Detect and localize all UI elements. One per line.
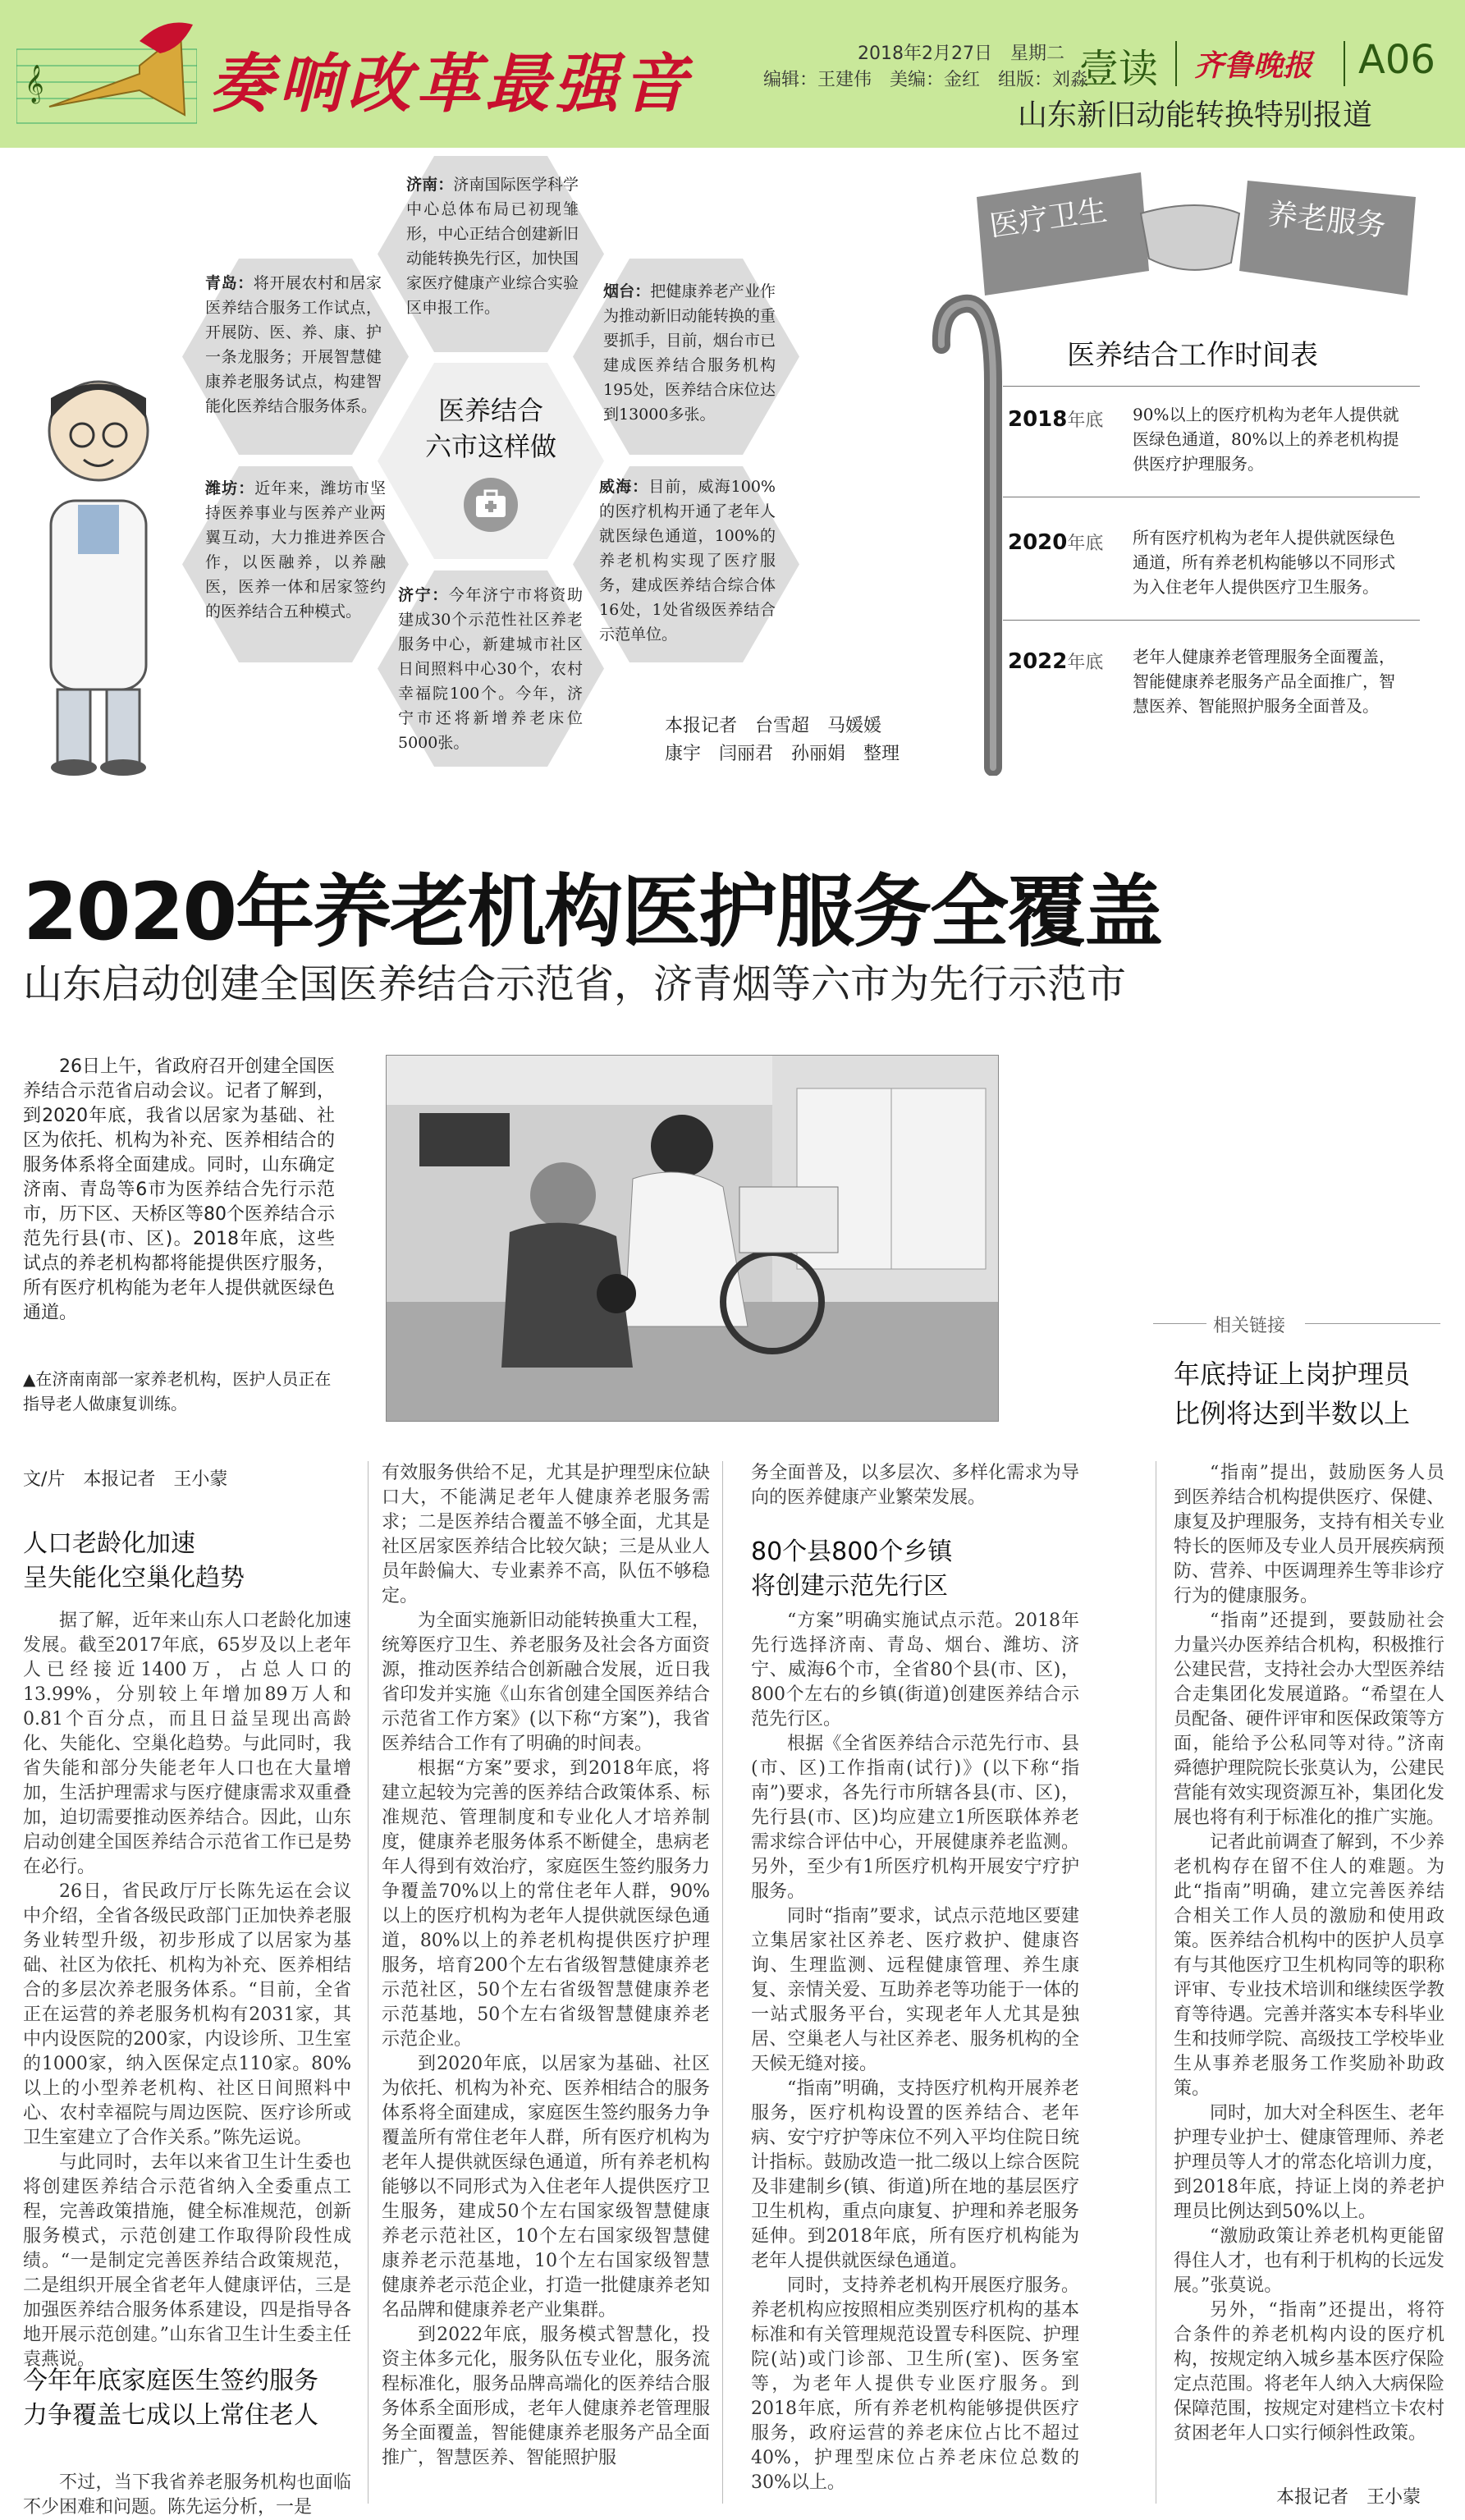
news-photo — [386, 1055, 999, 1422]
issue-date: 2018年2月27日 星期二 — [858, 44, 1064, 64]
timeline-rule — [1003, 620, 1420, 621]
related-link-label: 相关链接 — [1213, 1316, 1286, 1336]
lead-paragraph: 26日上午，省政府召开创建全国医养结合示范省启动会议。记者了解到，到2020年底，我省以居家为基础、社区为依托、机构为补充、医养相结合的服务体系将全面建成。同时，山东确定济南、青岛等6市为医养结合先行示范市，历下区、天桥区等80个医养结合示范先行县(市、区)。2018年底，这些试点的养老机构都将能提供医疗服务，所有医疗机构能为老年人提供就医绿色通道。 — [23, 1056, 335, 1323]
editor-credits: 编辑：王建伟 美编：金红 组版：刘淼 — [763, 70, 1089, 90]
city-label: 济宁： — [398, 586, 449, 604]
timeline-title: 医养结合工作时间表 — [1067, 339, 1318, 372]
special-report-title: 山东新旧动能转换特别报道 — [1018, 99, 1373, 132]
city-label: 潍坊： — [205, 479, 255, 497]
subheadline: 山东启动创建全国医养结合示范省，济青烟等六市为先行示范市 — [23, 961, 1127, 1007]
column-rule — [722, 1461, 723, 2504]
city-jining-text: 济宁：今年济宁市将资助建成30个示范性社区养老服务中心，新建城市社区日间照料中心30个，农村幸福院100个。今年，济宁市还将新增养老床位5000张。 — [398, 586, 583, 752]
section-heading: 今年年底家庭医生签约服务 力争覆盖七成以上常住老人 — [23, 2367, 318, 2430]
related-rule — [1153, 1323, 1206, 1324]
related-rule — [1305, 1323, 1440, 1324]
headline: 2020年养老机构医护服务全覆盖 — [23, 866, 1162, 958]
city-yantai-text: 烟台：把健康养老产业作为推动新旧动能转换的重要抓手，目前，烟台市已建成医养结合服务机构195处，医养结合床位达到13000多张。 — [603, 282, 776, 424]
timeline-text: 90%以上的医疗机构为老年人提供就医绿色通道，80%以上的养老机构提供医疗护理服务。 — [1133, 405, 1399, 474]
related-byline: 本报记者 王小蒙 — [1276, 2487, 1422, 2508]
article-byline: 文/片 本报记者 王小蒙 — [23, 1469, 228, 1490]
article-col1-tail: 不过，当下我省养老服务机构也面临不少困难和问题。陈先运分析，一是 — [23, 2472, 351, 2518]
tag-elderly: 养老服务 — [1266, 197, 1388, 244]
newspaper-name: 齐鲁晚报 — [1194, 48, 1313, 83]
section-heading: 80个县800个乡镇 将创建示范先行区 — [751, 1537, 953, 1601]
city-label: 济南： — [406, 176, 454, 194]
section-title: 奏响改革最强音 — [209, 47, 693, 121]
city-qingdao-text: 青岛：将开展农村和居家医养结合服务工作试点，开展防、医、养、康、护一条龙服务；开展智慧健康养老服务试点，构建智能化医养结合服务体系。 — [205, 274, 382, 415]
article-col2: 有效服务供给不足，尤其是护理型床位缺口大，不能满足老年人健康养老服务需求；二是医养结合覆盖不够全面，尤其是社区居家医养结合比较欠缺；三是从业人员年龄偏大、专业素养不高，队伍不够稳定。 为全面实施新旧动能转换重大工程，统筹医疗卫生、养老服务及社会各方面资源，推动医养结合创新融合发展，近日我省印发并实施《山东省创建全国医养结合示范省工作方案》(以下称“方案”)，我省医养结合工作有了明确的时间表。 根据“方案”要求，到2018年底，将建立起较为完善的医养结合政策体系、标准规范、管理制度和专业化人才培养制度，健康养老服务体系不断健全，患病老年人得到有效治疗，家庭医生签约服务力争覆盖70%以上的常住老年人群，90%以上的医疗机构为老年人提供就医绿色通道，80%以上的养老机构提供医疗护理服务，培育200个左右省级智慧健康养老示范社区，50个左右省级智慧健康养老示范基地，50个左右省级智慧健康养老示范企业。 到2020年底，以居家为基础、社区为依托、机构为补充、医养相结合的服务体系将全面建成，家庭医生签约服务力争覆盖所有常住老年人群，所有医疗机构为老年人提供就医绿色通道，所有养老机构能够以不同形式为入住老年人提供医疗卫生服务，建成50个左右国家级智慧健康养老示范社区，10个左右国家级智慧健康养老示范基地，10个左右国家级智慧健康养老示范企业，打造一批健康养老知名品牌和健康养老产业集群。 到2022年底，服务模式智慧化，投资主体多元化，服务队伍专业化，服务流程标准化，服务品牌高端化的医养结合服务体系全面形成，老年人健康养老管理服务全面覆盖，智能健康养老服务产品全面推广，智慧医养、智能照护服 — [382, 1463, 710, 2468]
section-name: 壹读 — [1079, 46, 1159, 92]
center-title: 医养结合 六市这样做 — [424, 395, 556, 462]
section-heading: 人口老龄化加速 呈失能化空巢化趋势 — [23, 1529, 245, 1592]
photo-caption: ▲在济南南部一家养老机构，医护人员正在指导老人做康复训练。 — [23, 1369, 332, 1413]
timeline-year: 2018年底 — [1008, 407, 1104, 432]
related-title: 年底持证上岗护理员 比例将达到半数以上 — [1174, 1359, 1411, 1429]
related-body: “指南”提出，鼓励医务人员到医养结合机构提供医疗、保健、康复及护理服务，支持有相关专业特长的医师及专业人员开展疾病预防、营养、中医调理养生等非诊疗行为的健康服务。 “指南”还提到，要鼓励社会力量兴办医养结合机构，积极推行公建民营，支持社会办大型医养结合走集团化发展道路。“希望在人员配备、硬件评审和医保政策等方面，能给予公私同等对待。”济南舜德护理院院长张莫认为，公建民营能有效实现资源互补，集团化发展也将有利于标准化的推广实施。 记者此前调查了解到，不少养老机构存在留不住人的难题。为此“指南”明确，建立完善医养结合相关工作人员的激励和使用政策。医养结合机构中的医护人员享有与其他医疗卫生机构同等的职称评审、专业技术培训和继续医学教育等待遇。完善并落实本专科毕业生和技师学院、高级技工学校毕业生从事养老服务工作奖励补助政策。 同时，加大对全科医生、老年护理专业护士、健康管理师、养老护理员等人才的常态化培训力度，到2018年底，持证上岗的养老护理员比例达到50%以上。 “激励政策让养老机构更能留得住人才，也有利于机构的长远发展。”张莫说。 另外，“指南”还提出，将符合条件的养老机构内设的医疗机构，按规定纳入城乡基本医疗保险定点范围。将老年人纳入大病保险保障范围，按规定对建档立卡农村贫困老年人口实行倾斜性政策。 — [1174, 1463, 1445, 2444]
city-weihai-text: 威海：目前，威海100%的医疗机构开通了老年人就医绿色通道，100%的养老机构实现了医疗服务，建成医养结合综合体16处，1处省级医养结合示范单位。 — [599, 478, 776, 644]
timeline-text: 老年人健康养老管理服务全面覆盖，智能健康养老服务产品全面推广，智慧医养、智能照护服务全面普及。 — [1133, 647, 1395, 716]
article-col3: “方案”明确实施试点示范。2018年先行选择济南、青岛、烟台、潍坊、济宁、威海6个市，全省80个县(市、区)，800个左右的乡镇(街道)创建医养结合示范先行区。 根据《全省医养结合示范先行市、县(市、区)工作指南(试行)》(以下称“指南”)要求，各先行市所辖各县(市、区)，先行县(市、区)均应建立1所医联体养老需求综合评估中心，开展健康养老监测。另外，至少有1所医疗机构开展安宁疗护服务。 同时“指南”要求，试点示范地区要建立集居家社区养老、医疗救护、健康咨询、生理监测、远程健康管理、养生康复、亲情关爱、互助养老等功能于一体的一站式服务平台，实现老年人尤其是独居、空巢老人与社区养老、服务机构的全天候无缝对接。 “指南”明确，支持医疗机构开展养老服务，医疗机构设置的医养结合、老年病、安宁疗护等床位不列入平均住院日统计指标。鼓励改造一批二级以上综合医院及非建制乡(镇、街道)所在地的基层医疗卫生机构，重点向康复、护理和养老服务延伸。到2018年底，所有医疗机构能为老年人提供就医绿色通道。 同时，支持养老机构开展医疗服务。养老机构应按照相应类别医疗机构的基本标准和有关管理规范设置专科医院、护理院(站)或门诊部、卫生所(室)、医务室等，为老年人提供专业医疗服务。到2018年底，所有养老机构能够提供医疗服务，政府运营的养老床位占比不超过40%，护理型床位占养老床位总数的30%以上。 — [751, 1611, 1079, 2493]
medical-kit-icon — [462, 476, 520, 534]
page-number: A06 — [1358, 37, 1435, 83]
divider — [1175, 41, 1177, 86]
article-col1: 据了解，近年来山东人口老龄化加速发展。截至2017年底，65岁及以上老年人已经接近1400万，占总人口的13.99%，分别较上年增加89万人和0.81个百分点，而且日益呈现出高龄化、失能化、空巢化趋势。与此同时，我省失能和部分失能老年人口也在大量增加，生活护理需求与医疗健康需求双重叠加，迫切需要推动医养结合。因此，山东启动创建全国医养结合示范省工作已是势在必行。 26日，省民政厅厅长陈先运在会议中介绍，全省各级民政部门正加快养老服务业转型升级，初步形成了以居家为基础、社区为依托、机构为补充、医养相结合的多层次养老服务体系。“目前，全省正在运营的养老服务机构有2031家，其中内设医院的200家，内设诊所、卫生室的1000家，纳入医保定点110家。80%以上的小型养老机构、社区日间照料中心、农村幸福院与周边医院、医疗诊所或卫生室建立了合作关系。”陈先运说。 与此同时，去年以来省卫生计生委也将创建医养结合示范省纳入全委重点工程，完善政策措施，健全标准规范，创新服务模式，示范创建工作取得阶段性成绩。“一是制定完善医养结合政策规范，二是组织开展全省老年人健康评估，三是加强医养结合服务体系建设，四是指导各地开展示范创建。”山东省卫生计生委主任袁燕说。 — [23, 1611, 351, 2370]
doctor-illustration — [33, 353, 164, 780]
city-label: 烟台： — [603, 282, 651, 300]
timeline-year: 2022年底 — [1008, 649, 1104, 674]
graphic-credits: 本报记者 台雪超 马媛媛 康宇 闫丽君 孙丽娟 整理 — [665, 716, 900, 764]
column-rule — [368, 1461, 369, 2504]
city-label: 青岛： — [205, 274, 254, 292]
trumpet-icon — [16, 16, 197, 140]
timeline-rule — [1003, 386, 1420, 387]
tag-medical: 医疗卫生 — [987, 194, 1110, 244]
svg-text:𝄞: 𝄞 — [25, 65, 44, 103]
timeline-text: 所有医疗机构为老年人提供就医绿色通道，所有养老机构能够以不同形式为入住老年人提供医疗卫生服务。 — [1133, 528, 1395, 597]
city-jinan-text: 济南：济南国际医学科学中心总体布局已初现雏形，中心正结合创建新旧动能转换先行区，加快国家医疗健康产业综合实验区申报工作。 — [406, 176, 579, 317]
city-weifang-text: 潍坊：近年来，潍坊市坚持医养事业与医养产业两翼互动，大力推进养医合作，以医融养，以养融医，医养一体和居家签约的医养结合五种模式。 — [205, 479, 386, 621]
divider — [1344, 41, 1345, 86]
city-label: 威海： — [599, 478, 649, 496]
article-col3-lead: 务全面普及，以多层次、多样化需求为导向的医养健康产业繁荣发展。 — [751, 1463, 1079, 1508]
timeline-year: 2020年底 — [1008, 530, 1104, 555]
